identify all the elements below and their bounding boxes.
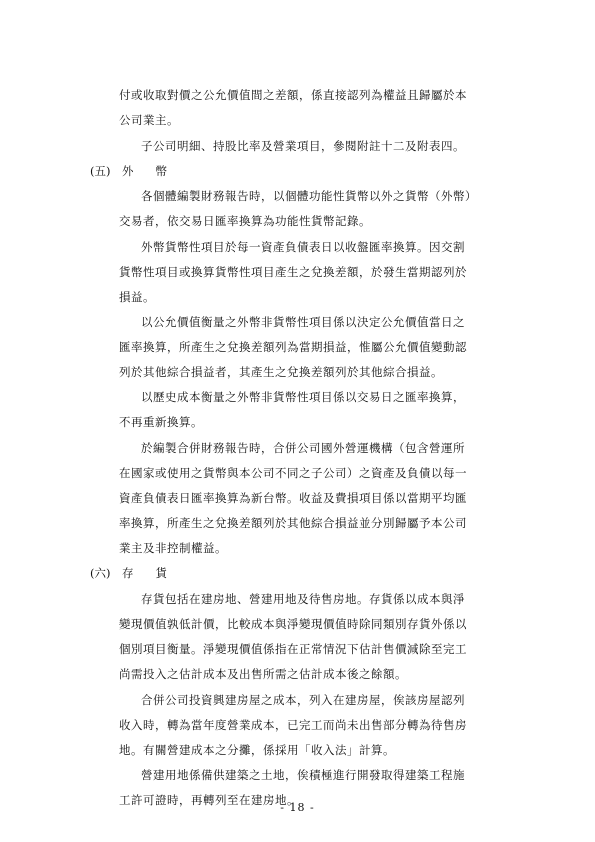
paragraph-line: 合併公司投資興建房屋之成本，列入在建房屋，俟該房屋認列 [141,693,465,707]
paragraph-line: 以歷史成本衡量之外幣非貨幣性項目係以交易日之匯率換算， [141,390,465,404]
paragraph-line: 地。有關營建成本之分攤，係採用「收入法」計算。 [119,743,395,757]
section-number: (六) [90,566,111,580]
paragraph-line: 以公允價值衡量之外幣非貨幣性項目係以決定公允價值當日之 [141,315,465,329]
paragraph-line: 資產負債表日匯率換算為新台幣。收益及費損項目係以當期平均匯 [119,491,467,505]
paragraph-line: 損益。 [119,290,155,304]
paragraph-line: 外幣貨幣性項目於每一資產負債表日以收盤匯率換算。因交割 [141,240,465,254]
paragraph-line: 變現價值孰低計價，比較成本與淨變現價值時除同類別存貨外係以 [119,617,467,631]
paragraph-line: 各個體編製財務報告時，以個體功能性貨幣以外之貨幣（外幣） [141,189,477,203]
paragraph-line: 公司業主。 [119,113,179,127]
paragraph-line: 於編製合併財務報告時，合併公司國外營運機構（包含營運所 [141,441,465,455]
section-title: 外幣 [122,164,189,178]
paragraph-line: 收入時，轉為當年度營業成本，已完工而尚未出售部分轉為待售房 [119,718,467,732]
paragraph-line: 不再重新換算。 [119,415,203,429]
paragraph-line: 業主及非控制權益。 [119,541,227,555]
paragraph-line: 存貨包括在建房地、營建用地及待售房地。存貨係以成本與淨 [141,592,465,606]
section-number: (五) [90,164,111,178]
paragraph-line: 個別項目衡量。淨變現價值係指在正常情況下估計售價減除至完工 [119,642,467,656]
paragraph-line: 工許可證時，再轉列至在建房地。 [119,793,299,807]
section-title: 存貨 [122,566,189,580]
paragraph-line: 尚需投入之估計成本及出售所需之估計成本後之餘額。 [119,667,407,681]
paragraph-line: 付或收取對價之公允價值間之差額，係直接認列為權益且歸屬於本 [119,88,467,102]
paragraph-line: 列於其他綜合損益者，其產生之兌換差額列於其他綜合損益。 [119,365,443,379]
paragraph-line: 在國家或使用之貨幣與本公司不同之子公司）之資產及負債以每一 [119,466,467,480]
paragraph-line: 子公司明細、持股比率及營業項目，參閱附註十二及附表四。 [141,139,465,153]
page-number: - 18 - [280,801,315,814]
paragraph-line: 交易者，依交易日匯率換算為功能性貨幣記錄。 [119,214,371,228]
paragraph-line: 營建用地係備供建築之土地，俟積極進行開發取得建築工程施 [141,768,465,782]
paragraph-line: 匯率換算，所產生之兌換差額列為當期損益，惟屬公允價值變動認 [119,340,467,354]
paragraph-line: 率換算，所產生之兌換差額列於其他綜合損益並分別歸屬予本公司 [119,516,467,530]
paragraph-line: 貨幣性項目或換算貨幣性項目產生之兌換差額，於發生當期認列於 [119,265,467,279]
